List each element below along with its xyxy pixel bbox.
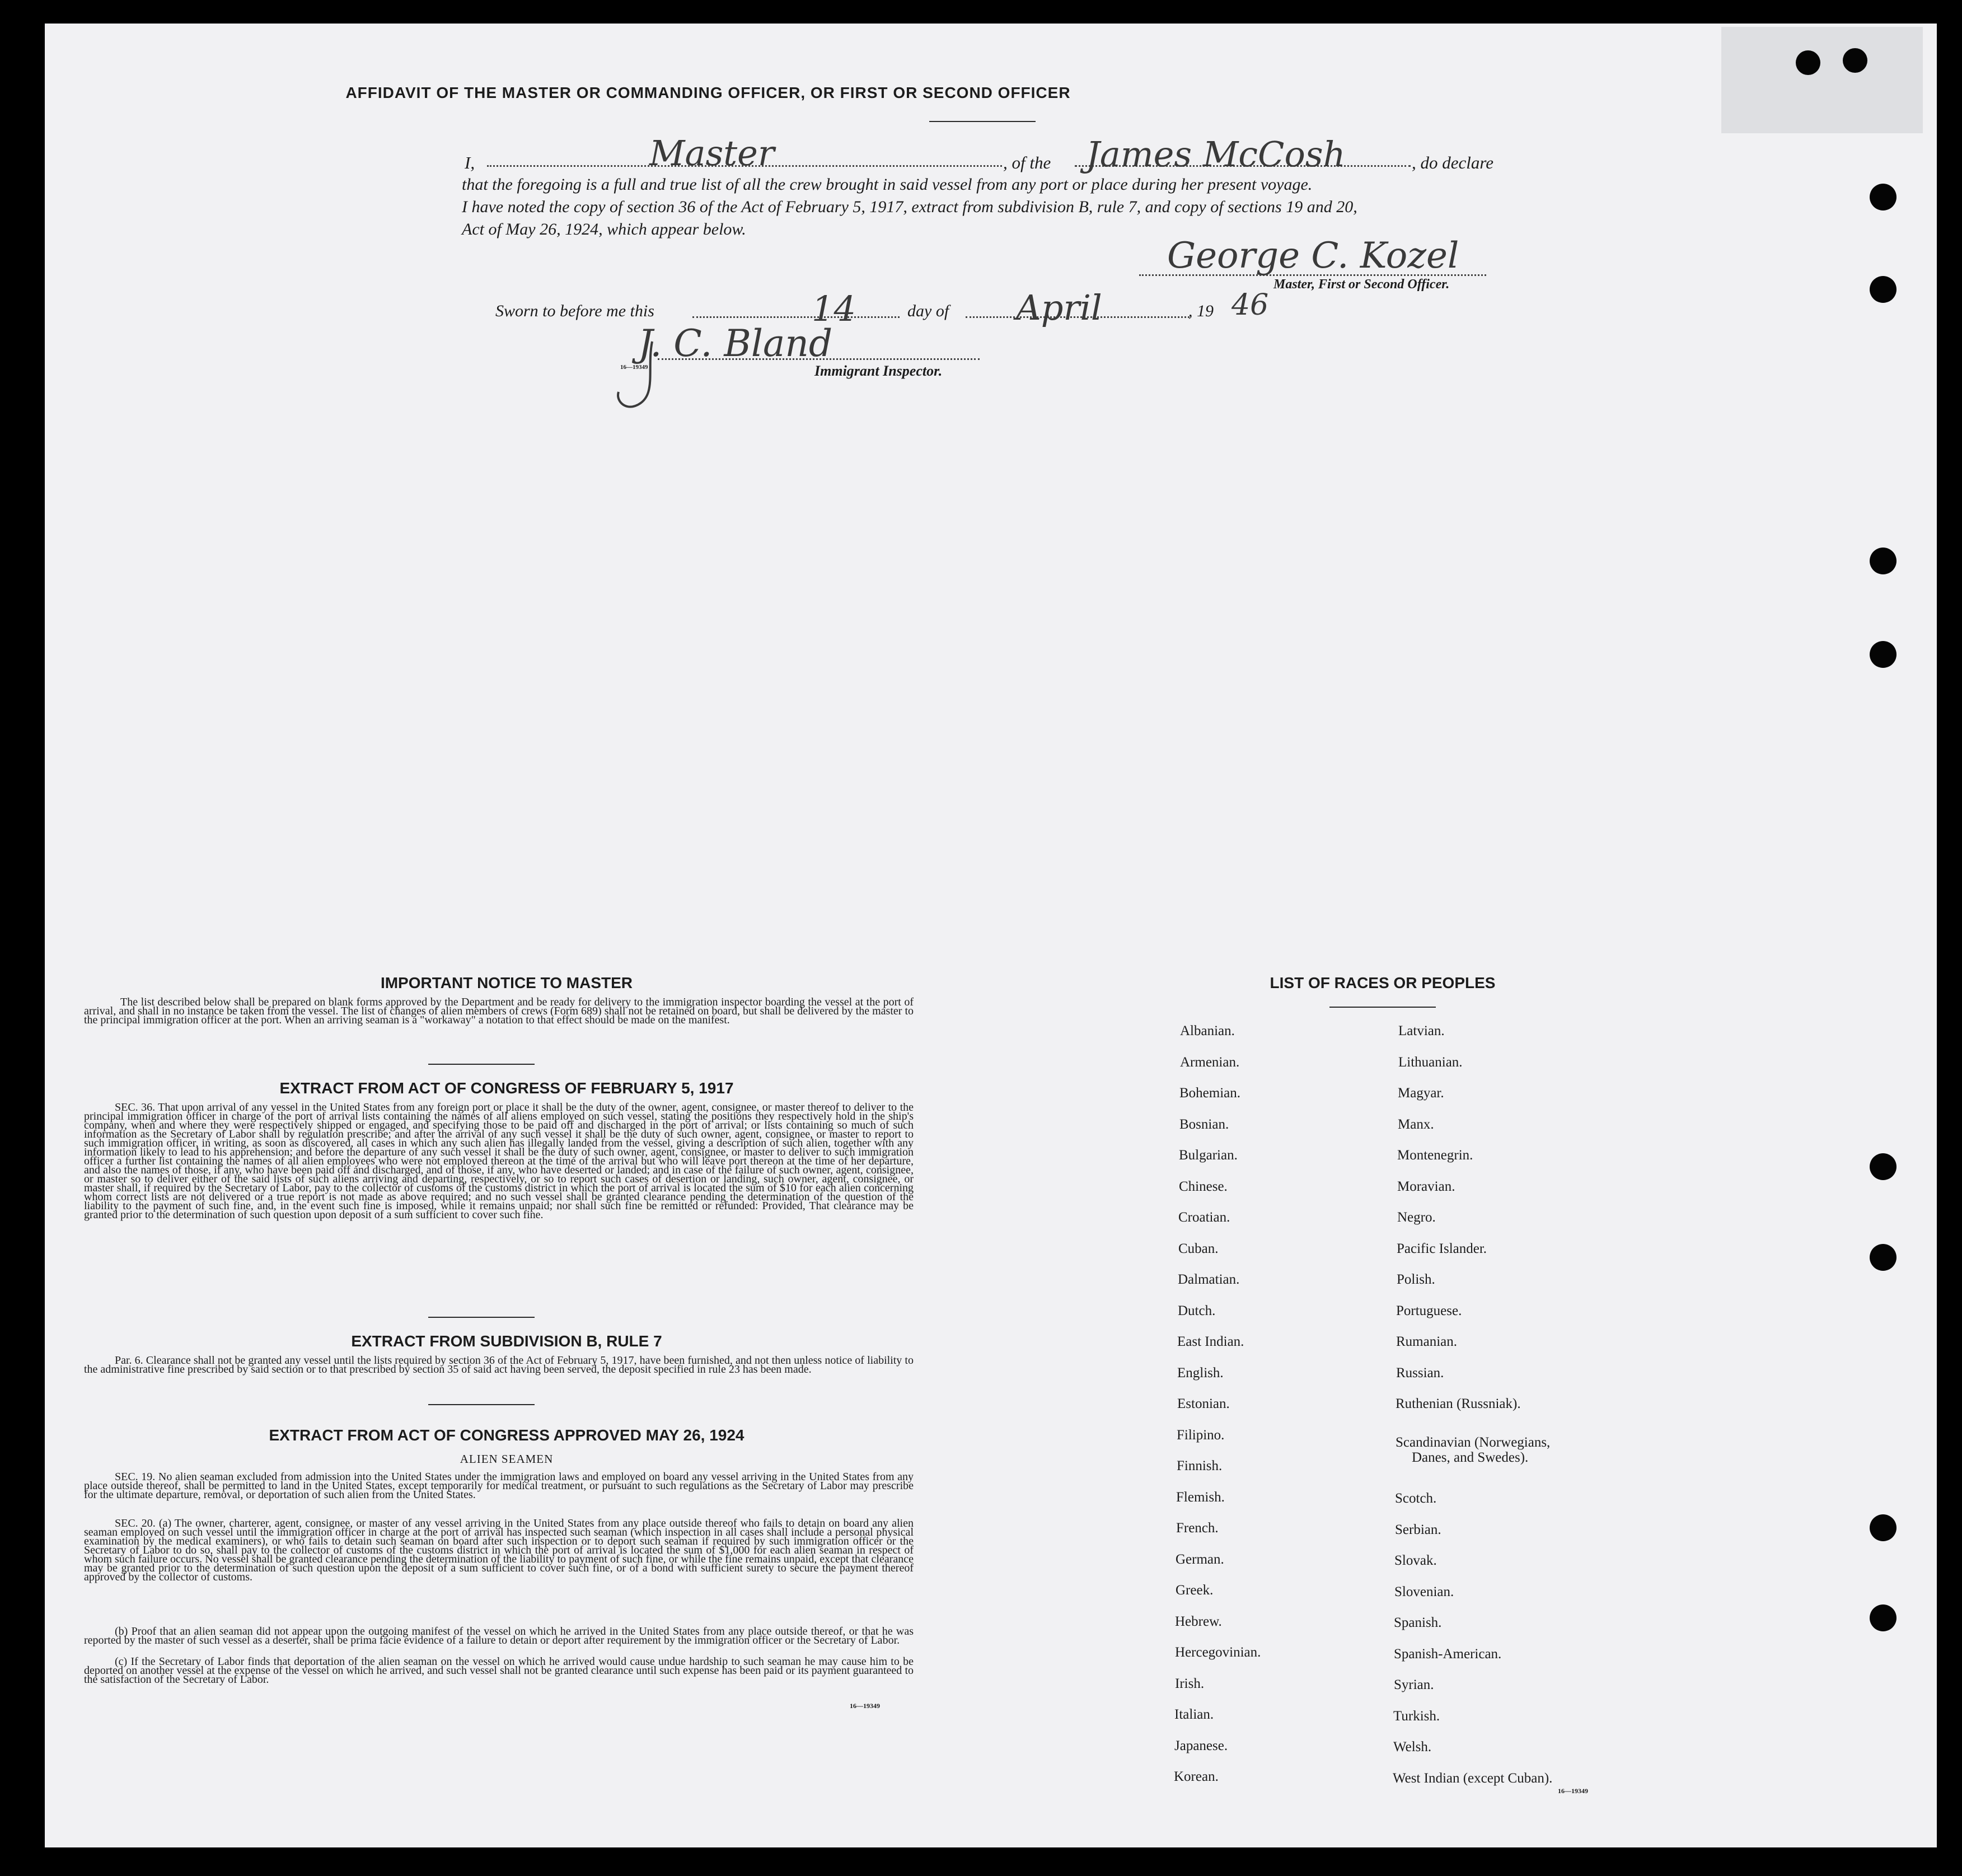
affidavit-line3: I have noted the copy of section 36 of the Act of February 5, 1917, extract from subdivision B, rule 7, and copy of sections 19 and 20, xyxy=(462,198,1357,216)
race-item: German. xyxy=(1176,1552,1224,1567)
race-item: Serbian. xyxy=(1395,1522,1441,1537)
binder-hole xyxy=(1870,1514,1897,1541)
binder-hole xyxy=(1843,48,1867,73)
race-item: Bulgarian. xyxy=(1179,1148,1238,1163)
extract-rule7-title: EXTRACT FROM SUBDIVISION B, RULE 7 xyxy=(351,1332,662,1350)
binder-hole xyxy=(1870,1604,1897,1631)
word-i: I, xyxy=(465,153,475,172)
race-item: Filipino. xyxy=(1177,1428,1225,1443)
race-item: English. xyxy=(1177,1365,1224,1381)
race-item: West Indian (except Cuban). xyxy=(1393,1771,1553,1786)
binder-hole xyxy=(1870,184,1897,210)
binder-hole xyxy=(1870,276,1897,303)
race-item: Negro. xyxy=(1397,1210,1436,1225)
binder-hole xyxy=(1870,1244,1897,1271)
affidavit-line4: Act of May 26, 1924, which appear below. xyxy=(462,220,746,238)
sworn-label: Sworn to before me this xyxy=(495,302,654,320)
extract-1924-sec20a: SEC. 20. (a) The owner, charterer, agent, consignee, or master of any vessel arriving in the United States from any place outside thereof who fails to detain on board any alien seaman employed on such vessel until the immigration officer in charge at the port of arrival has inspected such seaman (which inspection in all cases shall include a personal physical examination by the medical examiners), or who fails to detain such seaman on board after such inspection or to deport such seaman if required by such immigration officer or the Secretary of Labor to do so, shall pay to the collector of customs of the customs district in which the port of arrival is located the sum of $1,000 for each alien seaman in respect of whom such failure occurs. No vessel shall be granted clearance pending the determination of the liability to payment of such fine, or while the fine remains unpaid, except that clearance may be granted prior to the determination of such question upon the deposit of a sum sufficient to cover such fine, or of a bond with sufficient surety to secure the payment thereof approved by the collector of customs. xyxy=(84,1517,914,1583)
master-signature: George C. Kozel xyxy=(1167,235,1459,277)
extract-1924-sec20c: (c) If the Secretary of Labor finds that deportation of the alien seaman on the vessel on which he arrived would cause undue hardship to such seaman he may cause him to be deported on another vessel at the expense of the vessel on which he arrived, and such vessel shall not be granted clearance until such expense has been paid or its payment guaranteed to the satisfaction of the Secretary of Labor. xyxy=(84,1655,914,1686)
race-item: Irish. xyxy=(1175,1676,1205,1691)
race-item: Montenegrin. xyxy=(1397,1148,1473,1163)
race-item: Dalmatian. xyxy=(1178,1272,1240,1287)
binder-hole xyxy=(1870,1153,1897,1180)
race-item: Bosnian. xyxy=(1179,1117,1229,1132)
form-number-small: 16—19349 xyxy=(620,364,648,371)
inspector-signature: J. C. Bland xyxy=(638,322,833,365)
year-prefix: , 19 xyxy=(1188,302,1214,320)
race-item: Slovenian. xyxy=(1394,1584,1454,1599)
race-item: Danes, and Swedes). xyxy=(1412,1450,1529,1465)
race-item: East Indian. xyxy=(1177,1334,1244,1349)
race-item: Albanian. xyxy=(1180,1023,1235,1038)
race-item: Russian. xyxy=(1396,1365,1444,1381)
race-item: Dutch. xyxy=(1178,1303,1216,1318)
races-form-number: 16—19349 xyxy=(1558,1787,1588,1795)
race-item: Syrian. xyxy=(1394,1677,1434,1692)
race-item: Croatian. xyxy=(1178,1210,1230,1225)
word-of-the: , of the xyxy=(1003,153,1051,172)
race-item: Latvian. xyxy=(1398,1023,1445,1038)
binder-hole xyxy=(1870,641,1897,668)
sworn-line xyxy=(495,287,1279,339)
divider xyxy=(428,1317,535,1318)
race-item: Korean. xyxy=(1174,1769,1219,1784)
race-item: Portuguese. xyxy=(1396,1303,1462,1318)
affidavit-title: AFFIDAVIT OF THE MASTER OR COMMANDING OFFICER, OR FIRST OR SECOND OFFICER xyxy=(345,84,1071,101)
race-item: Flemish. xyxy=(1176,1490,1225,1505)
race-item: Manx. xyxy=(1398,1117,1434,1132)
extract-rule7-body: Par. 6. Clearance shall not be granted any vessel until the lists required by section 36 of the Act of February 5, 1917, have been furnished, and not then unless notice of liability to the administrative fine prescribed by said section or to that prescribed by section 35 of said act having been served, the deposit specified in rule 23 has been made. xyxy=(84,1354,914,1376)
form-number: 16—19349 xyxy=(850,1702,880,1710)
race-item: Polish. xyxy=(1397,1272,1435,1287)
binder-hole xyxy=(1870,548,1897,574)
race-item: Lithuanian. xyxy=(1398,1055,1463,1070)
race-item: Japanese. xyxy=(1174,1738,1228,1753)
race-item: Spanish. xyxy=(1394,1615,1442,1630)
race-item: Armenian. xyxy=(1180,1055,1240,1070)
extract-1924-sec20b: (b) Proof that an alien seaman did not appear upon the outgoing manifest of the vessel on which he arrived in the United States from any place outside thereof, or that he was reported by the master of such vessel as a deserter, shall be prima facie evidence of a failure to detain or deport after requirement by the immigration officer or the Secretary of Labor. xyxy=(84,1625,914,1646)
race-item: Turkish. xyxy=(1393,1709,1440,1724)
signature-caption: Master, First or Second Officer. xyxy=(1273,277,1450,292)
affidavit-line2: that the foregoing is a full and true list of all the crew brought in said vessel from any port or place during her present voyage. xyxy=(462,175,1313,194)
notice-body: The list described below shall be prepared on blank forms approved by the Department and be ready for delivery to the immigration inspector boarding the vessel at the port of arrival, and shall in no instance be taken from the vessel. The list of changes of alien members of crews (Form 689) shall not be retained on board, but shall be delivered by the master to the principal immigration officer at the port. When an arriving seaman is a "workaway" a notation to that effect should be made on the manifest. xyxy=(84,996,914,1026)
race-item: Welsh. xyxy=(1393,1739,1432,1755)
race-item: Greek. xyxy=(1176,1583,1214,1598)
extract-1924-sec19: SEC. 19. No alien seaman excluded from admission into the United States under the immigration laws and employed on board any vessel arriving in the United States from any place outside thereof, shall be permitted to land in the United States, except temporarily for medical treatment, or pursuant to such regulations as the Secretary of Labor may prescribe for the ultimate departure, removal, or deportation of such alien from the United States. xyxy=(84,1471,914,1501)
race-item: Slovak. xyxy=(1394,1553,1437,1568)
extract-1924-subtitle: ALIEN SEAMEN xyxy=(460,1452,554,1466)
race-item: Moravian. xyxy=(1397,1179,1455,1194)
race-item: Magyar. xyxy=(1398,1086,1444,1101)
race-item: Estonian. xyxy=(1177,1396,1230,1411)
race-item: Bohemian. xyxy=(1179,1086,1241,1101)
handwritten-year: 46 xyxy=(1231,288,1269,322)
divider xyxy=(428,1064,535,1065)
extract-1917-title: EXTRACT FROM ACT OF CONGRESS OF FEBRUARY 5, 1917 xyxy=(279,1079,734,1097)
word-do-declare: , do declare xyxy=(1412,153,1494,172)
binder-hole xyxy=(1796,50,1820,75)
notice-title: IMPORTANT NOTICE TO MASTER xyxy=(380,974,633,991)
race-item: French. xyxy=(1176,1521,1219,1536)
race-item: Scandinavian (Norwegians, xyxy=(1396,1435,1551,1450)
handwritten-vessel: James McCosh xyxy=(1086,134,1346,175)
races-title: LIST OF RACES OR PEOPLES xyxy=(1270,974,1496,991)
divider xyxy=(428,1404,535,1405)
race-item: Hebrew. xyxy=(1175,1614,1222,1629)
race-item: Chinese. xyxy=(1179,1179,1228,1194)
handwritten-month: April xyxy=(1016,287,1102,328)
extract-1924-title: EXTRACT FROM ACT OF CONGRESS APPROVED MAY 26, 1924 xyxy=(269,1426,744,1444)
day-of-label: day of xyxy=(907,302,949,320)
race-item: Cuban. xyxy=(1178,1241,1219,1256)
race-item: Pacific Islander. xyxy=(1397,1241,1487,1256)
title-underline xyxy=(929,121,1036,122)
handwritten-role: Master xyxy=(649,133,775,174)
signature-flourish xyxy=(613,336,686,414)
race-item: Rumanian. xyxy=(1396,1334,1458,1349)
race-item: Hercegovinian. xyxy=(1175,1645,1261,1660)
race-item: Ruthenian (Russniak). xyxy=(1396,1396,1521,1411)
handwritten-day: 14 xyxy=(812,288,856,329)
race-item: Scotch. xyxy=(1395,1491,1437,1506)
race-item: Spanish-American. xyxy=(1394,1646,1502,1662)
inspector-caption: Immigrant Inspector. xyxy=(814,363,943,379)
race-item: Italian. xyxy=(1174,1707,1214,1722)
extract-1917-body: SEC. 36. That upon arrival of any vessel in the United States from any foreign port or place it shall be the duty of the owner, agent, consignee, or master thereof to deliver to the principal immigration officer in charge of the port of arrival lists containing the names of all aliens employed on such vessel, stating the positions they respectively hold in the ship's company, when and where they were respectively shipped or engaged, and specifying those to be paid off and discharged in the port of arrival; or lists containing so much of such information as the Secretary of Labor shall by regulation prescribe; and after the arrival of any such vessel it shall be the duty of such owner, agent, consignee, or master to report to such immigration officer, in writing, as soon as discovered, all cases in which any such alien has illegally landed from the vessel, giving a description of such alien, together with any information likely to lead to his apprehension; and before the departure of any such vessel it shall be the duty of such owner, agent, consignee, or master to deliver to such immigration officer a further list containing the names of all alien employees who were not employed thereon at the time of the arrival but who will leave port thereon at the time of her departure, and also the names of those, if any, who have been paid off and discharged, and of those, if any, who have deserted or landed; and in case of the failure of such owner, agent, consignee, or master so to deliver either of the said lists of such aliens arriving and departing, respectively, or so to report such cases of desertion or landing, such owner, agent, consignee, or master shall, if required by the Secretary of Labor, pay to the collector of customs of the customs district in which the port of arrival is located the sum of $10 for each alien concerning whom correct lists are not delivered or a true report is not made as above required; and no such vessel shall be granted clearance pending the determination of the question of the liability to the payment of such fine, and, in the event such fine is imposed, while it remains unpaid; nor shall such fine be remitted or refunded: Provided, That clearance may be granted prior to the determination of such question upon deposit of a sum sufficient to cover such fine. xyxy=(84,1101,914,1221)
race-item: Finnish. xyxy=(1177,1458,1223,1473)
divider xyxy=(1329,1007,1436,1008)
page-tab-corner xyxy=(1721,27,1923,133)
